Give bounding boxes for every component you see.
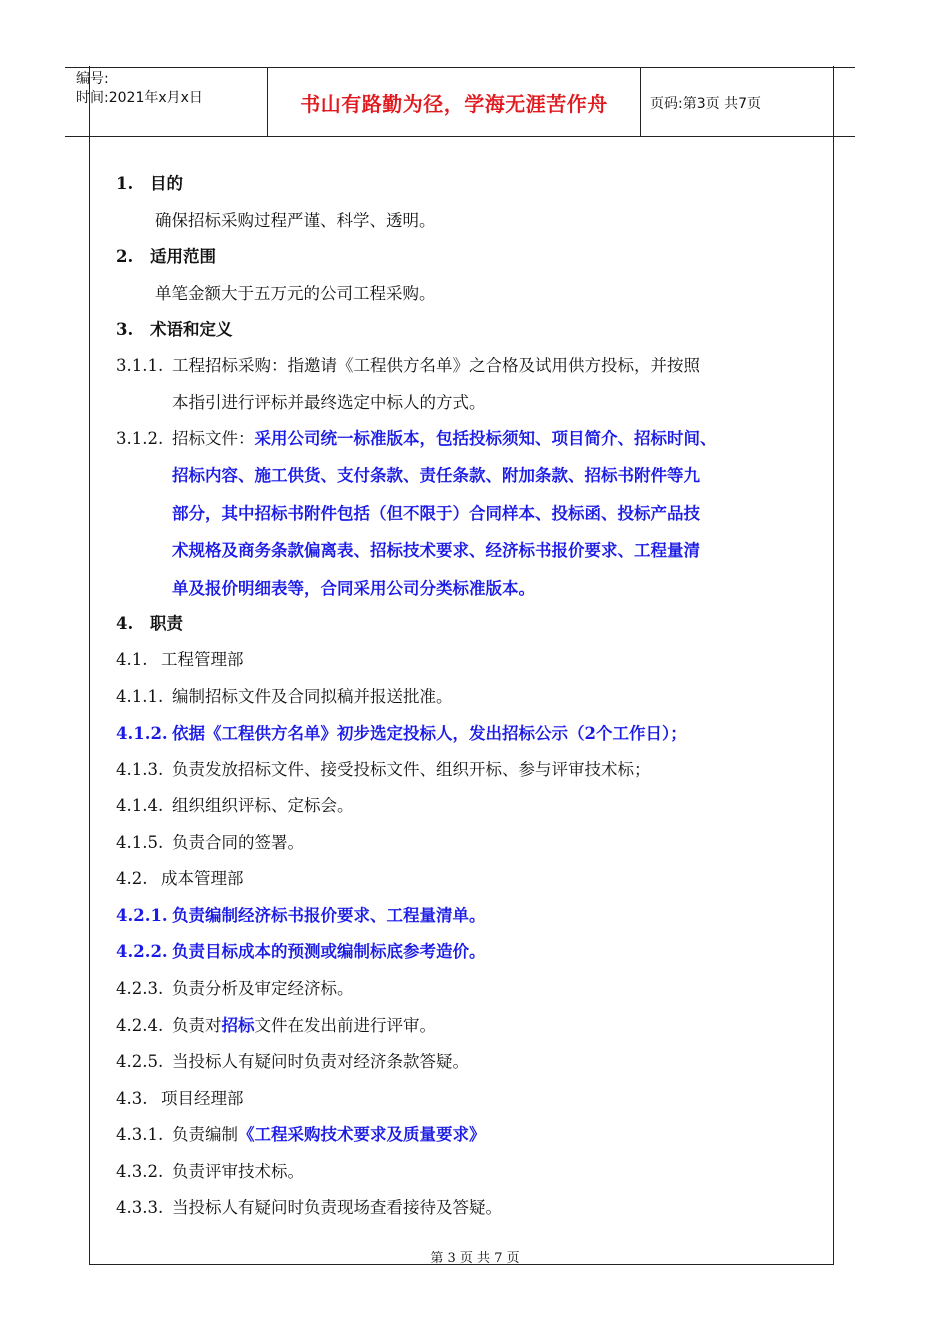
item-text-highlight: 《工程采购技术要求及质量要求》 [238, 1125, 486, 1144]
item-text: 工程管理部 [161, 650, 244, 669]
item-number: 4.3.2. [116, 1162, 164, 1181]
item-text-continued: 部分，其中招标书附件包括（但不限于）合同样本、投标函、投标产品技 [172, 504, 700, 523]
item-text: 编制招标文件及合同拟稿并报送批准。 [172, 687, 453, 706]
list-item [116, 1012, 436, 1036]
item-text: 组织组织评标、定标会。 [172, 796, 354, 815]
item-number: 4.3. [116, 1089, 148, 1108]
subsection-heading [116, 1085, 244, 1109]
section-heading [116, 316, 233, 340]
subsection-heading [116, 865, 244, 889]
list-item [116, 938, 486, 962]
list-item [116, 975, 354, 999]
item-text: 当投标人有疑问时负责对经济条款答疑。 [172, 1052, 469, 1071]
list-item [116, 1121, 486, 1145]
item-number: 4.2. [116, 869, 148, 888]
list-item [116, 792, 354, 816]
subsection-heading [116, 646, 244, 670]
page-footer: 第 3 页 共 7 页 [430, 1251, 520, 1266]
item-text: 负责对 [172, 1016, 222, 1035]
item-number: 4.1. [116, 650, 148, 669]
document-time-label: 时间:2021年x月x日 [76, 90, 203, 106]
list-item [116, 829, 304, 853]
item-prefix: 招标文件： [172, 429, 255, 448]
item-number: 4.2.3. [116, 979, 164, 998]
list-item [116, 1048, 469, 1072]
item-number: 4.2.5. [116, 1052, 164, 1071]
item-text: 负责编制 [172, 1125, 238, 1144]
item-number: 4.3.3. [116, 1198, 164, 1217]
paragraph: 单笔金额大于五万元的公司工程采购。 [155, 284, 436, 303]
item-number: 3.1.2. [116, 429, 164, 448]
item-text: 项目经理部 [161, 1089, 244, 1108]
item-text-highlight: 采用公司统一标准版本，包括投标须知、项目简介、招标时间、 [254, 429, 717, 448]
item-number: 3.1.1. [116, 356, 164, 375]
section-heading [116, 170, 183, 194]
item-text: 工程招标采购：指邀请《工程供方名单》之合格及试用供方投标，并按照 [172, 356, 700, 375]
item-text: 成本管理部 [161, 869, 244, 888]
list-item [116, 1158, 304, 1182]
list-item [116, 1194, 502, 1218]
item-text-continued: 单及报价明细表等，合同采用公司分类标准版本。 [172, 579, 535, 598]
item-text-continued: 术规格及商务条款偏离表、招标技术要求、经济标书报价要求、工程量清 [172, 541, 700, 560]
section-heading [116, 243, 216, 267]
item-number: 4.1.3. [116, 760, 164, 779]
item-text: 负责评审技术标。 [172, 1162, 304, 1181]
list-item [116, 352, 700, 376]
item-text: 文件在发出前进行评审。 [254, 1016, 436, 1035]
list-item [116, 756, 651, 780]
item-text: 负责合同的签署。 [172, 833, 304, 852]
section-title: 职责 [150, 614, 183, 633]
section-number: 3. [116, 320, 134, 339]
header-motto: 书山有路勤为径，学海无涯苦作舟 [300, 92, 608, 116]
item-text: 负责发放招标文件、接受投标文件、组织开标、参与评审技术标； [172, 760, 651, 779]
list-item [116, 902, 486, 926]
document-number-label: 编号: [76, 71, 109, 87]
section-number: 2. [116, 247, 134, 266]
header-page-label: 页码:第3页 共7页 [650, 96, 761, 112]
section-heading [116, 610, 183, 634]
item-text-continued: 本指引进行评标并最终选定中标人的方式。 [172, 393, 486, 412]
section-title: 适用范围 [150, 247, 216, 266]
item-text: 依据《工程供方名单》初步选定投标人，发出招标公示（2个工作日）； [172, 724, 687, 743]
item-number: 4.2.2. [116, 942, 168, 961]
item-text-highlight: 招标 [221, 1016, 255, 1035]
item-number: 4.2.4. [116, 1016, 164, 1035]
item-text: 当投标人有疑问时负责现场查看接待及答疑。 [172, 1198, 502, 1217]
list-item [116, 425, 717, 449]
item-number: 4.2.1. [116, 906, 168, 925]
item-text: 负责目标成本的预测或编制标底参考造价。 [172, 942, 486, 961]
item-text-continued: 招标内容、施工供货、支付条款、责任条款、附加条款、招标书附件等九 [172, 466, 700, 485]
item-number: 4.1.5. [116, 833, 164, 852]
list-item [116, 720, 687, 744]
section-number: 1. [116, 174, 134, 193]
item-text: 负责分析及审定经济标。 [172, 979, 354, 998]
section-title: 术语和定义 [150, 320, 233, 339]
section-title: 目的 [150, 174, 183, 193]
item-number: 4.1.4. [116, 796, 164, 815]
section-number: 4. [116, 614, 134, 633]
item-text: 负责编制经济标书报价要求、工程量清单。 [172, 906, 486, 925]
list-item [116, 683, 453, 707]
item-number: 4.1.1. [116, 687, 164, 706]
item-number: 4.1.2. [116, 724, 168, 743]
paragraph: 确保招标采购过程严谨、科学、透明。 [155, 211, 436, 230]
item-number: 4.3.1. [116, 1125, 164, 1144]
